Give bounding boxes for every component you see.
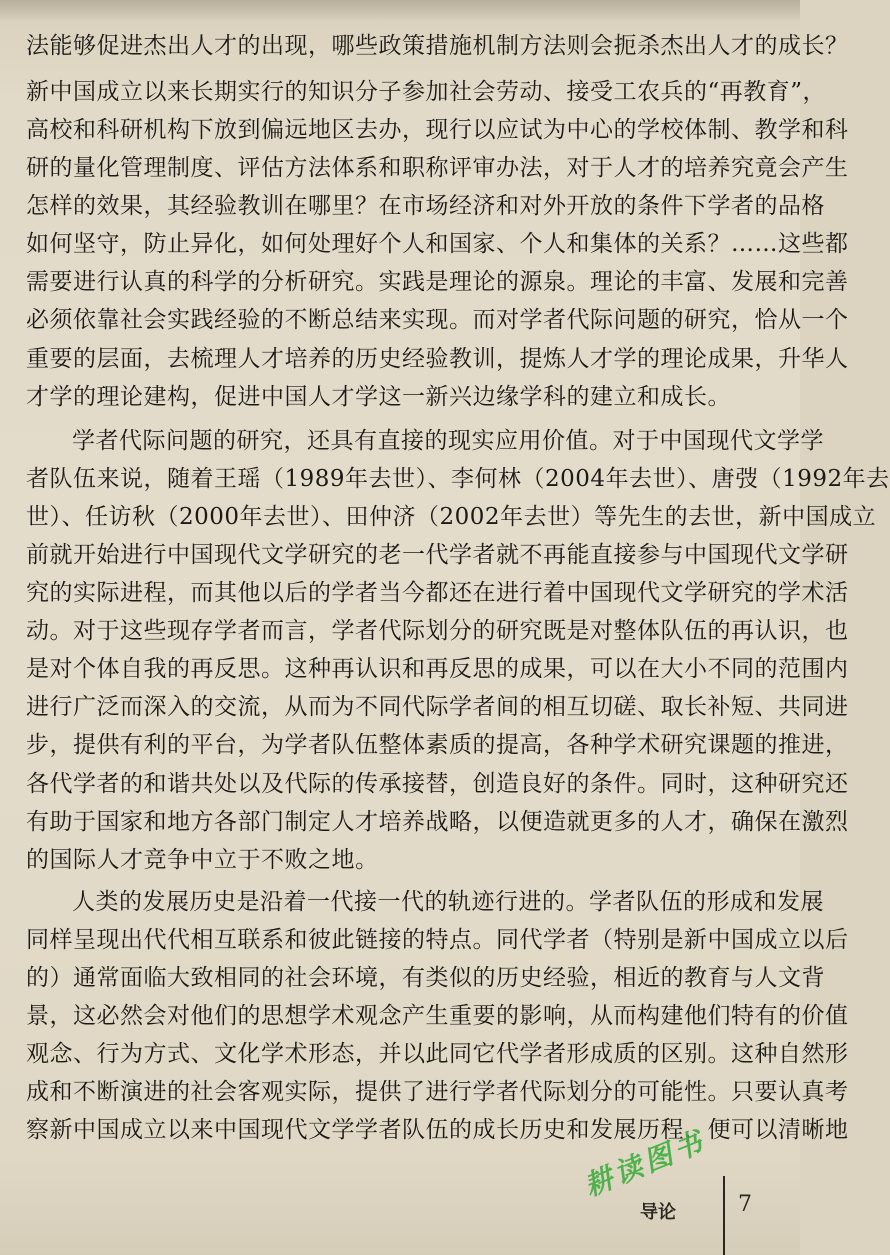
text-line: 观念、行为方式、文化学术形态，并以此同它代学者形成质的区别。这种自然形	[26, 1041, 849, 1067]
text-line: 动。对于这些现存学者而言，学者代际划分的研究既是对整体队伍的再认识，也	[26, 618, 849, 644]
text-line: 景，这必然会对他们的思想学术观念产生重要的影响，从而构建他们特有的价值	[26, 1003, 849, 1029]
text-line: 怎样的效果，其经验教训在哪里？在市场经济和对外开放的条件下学者的品格	[26, 193, 825, 219]
text-line: 进行广泛而深入的交流，从而为不同代际学者间的相互切磋、取长补短、共同进	[26, 694, 849, 720]
footer-divider	[723, 1176, 725, 1255]
text-line: 世）、任访秋（2000年去世）、田仲济（2002年去世）等先生的去世，新中国成立	[26, 504, 877, 530]
text-line: 步，提供有利的平台，为学者队伍整体素质的提高，各种学术研究课题的推进，	[26, 732, 849, 758]
page-number: 7	[738, 1192, 752, 1217]
text-line: 重要的层面，去梳理人才培养的历史经验教训，提炼人才学的理论成果，升华人	[26, 346, 849, 372]
text-line: 察新中国成立以来中国现代文学学者队伍的成长历史和发展历程，便可以清晰地	[26, 1117, 849, 1143]
text-line: 有助于国家和地方各部门制定人才培养战略，以便造就更多的人才，确保在激烈	[26, 809, 849, 835]
text-line: 法能够促进杰出人才的出现，哪些政策措施机制方法则会扼杀杰出人才的成长？	[26, 33, 849, 59]
text-line: 的）通常面临大致相同的社会环境，有类似的历史经验，相近的教育与人文背	[26, 965, 825, 991]
text-line: 各代学者的和谐共处以及代际的传承接替，创造良好的条件。同时，这种研究还	[26, 771, 849, 797]
text-line: 需要进行认真的科学的分析研究。实践是理论的源泉。理论的丰富、发展和完善	[26, 269, 849, 295]
text-line: 的国际人才竞争中立于不败之地。	[26, 847, 379, 873]
footer-section-title: 导论	[640, 1202, 676, 1223]
text-line: 是对个体自我的再反思。这种再认识和再反思的成果，可以在大小不同的范围内	[26, 656, 849, 682]
page-top-shadow	[0, 0, 800, 22]
text-line: 同样呈现出代代相互联系和彼此链接的特点。同代学者（特别是新中国成立以后	[26, 927, 849, 953]
text-line: 研的量化管理制度、评估方法体系和职称评审办法，对于人才的培养究竟会产生	[26, 155, 849, 181]
text-line: 前就开始进行中国现代文学研究的老一代学者就不再能直接参与中国现代文学研	[26, 542, 849, 568]
svg-text:耕读图书: 耕读图书	[579, 1124, 711, 1203]
text-line: 才学的理论建构，促进中国人才学这一新兴边缘学科的建立和成长。	[26, 384, 731, 410]
text-line: 成和不断演进的社会客观实际，提供了进行学者代际划分的可能性。只要认真考	[26, 1079, 849, 1105]
text-line: 高校和科研机构下放到偏远地区去办，现行以应试为中心的学校体制、教学和科	[26, 117, 849, 143]
paragraph-start-line: 学者代际问题的研究，还具有直接的现实应用价值。对于中国现代文学学	[72, 428, 824, 454]
text-line: 新中国成立以来长期实行的知识分子参加社会劳动、接受工农兵的“再教育”，	[26, 79, 827, 105]
text-line: 究的实际进程，而其他以后的学者当今都还在进行着中国现代文学研究的学术活	[26, 580, 849, 606]
text-line: 必须依靠社会实践经验的不断总结来实现。而对学者代际问题的研究，恰从一个	[26, 307, 849, 333]
text-line: 者队伍来说，随着王瑶（1989年去世）、李何林（2004年去世）、唐弢（1992年去	[26, 466, 890, 492]
paragraph-start-line: 人类的发展历史是沿着一代接一代的轨迹行进的。学者队伍的形成和发展	[72, 889, 824, 915]
text-line: 如何坚守，防止异化，如何处理好个人和国家、个人和集体的关系？……这些都	[26, 231, 849, 257]
